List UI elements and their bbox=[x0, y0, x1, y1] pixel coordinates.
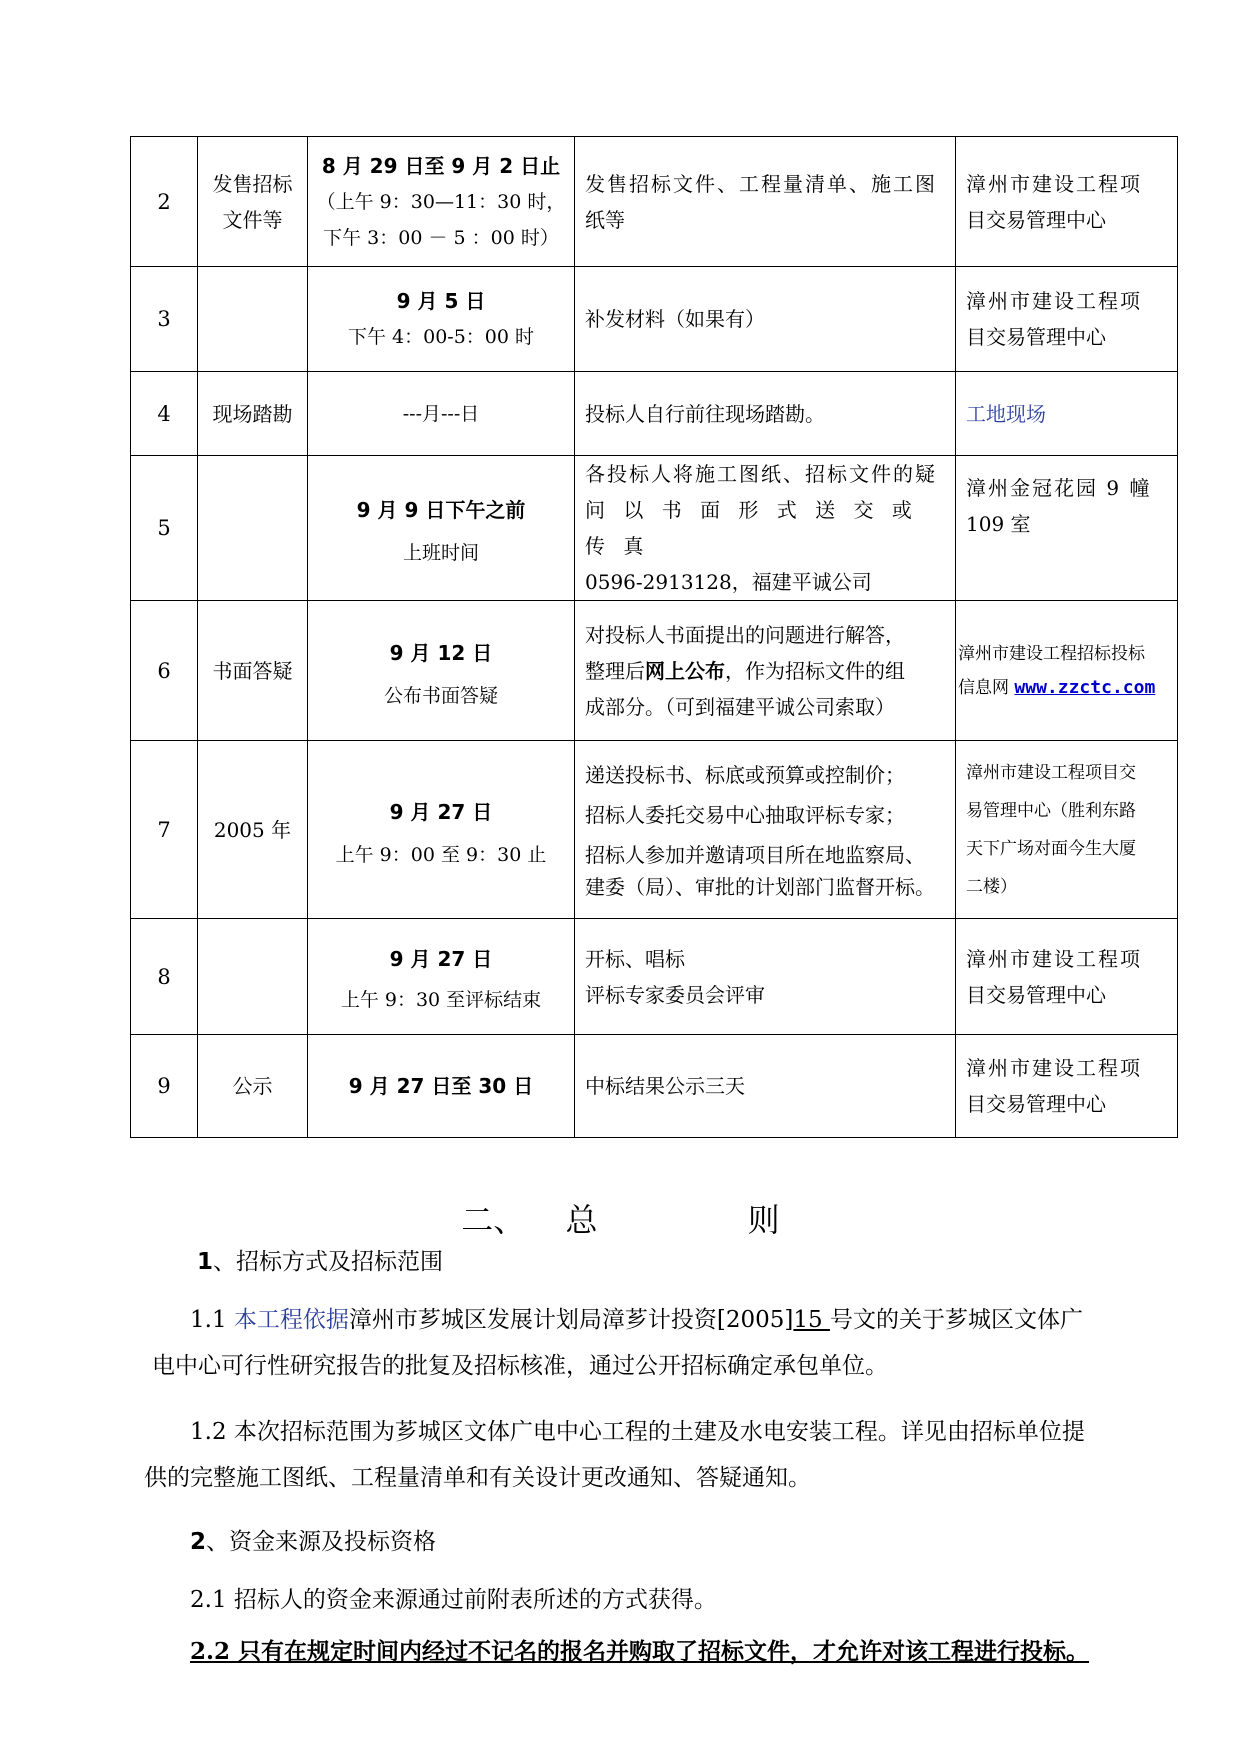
content-cell bbox=[575, 137, 956, 267]
stage-cell bbox=[198, 267, 308, 372]
place-cell bbox=[956, 601, 1178, 741]
clause-number: 1.1 bbox=[190, 1307, 227, 1333]
place-line: 漳州市建设工程项目交 bbox=[966, 762, 1136, 783]
clause-text: 漳州市芗城区发展计划局漳芗计投资[2005] bbox=[348, 1307, 794, 1333]
row-number: 5 bbox=[131, 456, 198, 601]
place-cell bbox=[956, 1035, 1178, 1138]
section-title-part: 总 bbox=[565, 1201, 598, 1239]
time-main: 8 月 29 日至 9 月 2 日止 bbox=[321, 153, 561, 178]
place-line: 目交易管理中心 bbox=[966, 1092, 1106, 1116]
time-sub: 下午 3：00 － 5 ：00 时） bbox=[323, 226, 559, 249]
clause-highlight: 本工程依据 bbox=[233, 1307, 349, 1333]
stage-cell bbox=[198, 456, 308, 601]
time-main: 9 月 12 日 bbox=[389, 640, 493, 665]
time-main: 9 月 9 日下午之前 bbox=[356, 498, 526, 522]
place-cell bbox=[956, 137, 1178, 267]
row-number: 2 bbox=[131, 137, 198, 267]
content-emphasis: 网上公布 bbox=[645, 658, 725, 683]
content-cell bbox=[575, 741, 956, 919]
stage-cell bbox=[198, 919, 308, 1035]
place-line: 漳州市建设工程项 bbox=[966, 1056, 1142, 1080]
time-sub: （上午 9：30—11：30 时， bbox=[316, 190, 566, 213]
row-number: 8 bbox=[131, 919, 198, 1035]
heading-number: 2 bbox=[190, 1529, 207, 1555]
content-line: 各投标人将施工图纸、招标文件的疑 bbox=[585, 462, 937, 486]
place-cell bbox=[956, 919, 1178, 1035]
paragraph-1-1-line-1 bbox=[190, 1300, 1083, 1340]
time-cell bbox=[308, 601, 575, 741]
content-line: 0596-2913128，福建平诚公司 bbox=[585, 570, 872, 594]
place-line: 漳州金冠花园 9 幢 bbox=[966, 476, 1152, 500]
content-line: 中标结果公示三天 bbox=[585, 1074, 745, 1098]
section-title-part: 则 bbox=[747, 1201, 780, 1239]
table-row bbox=[131, 456, 1178, 601]
place-line bbox=[958, 671, 1175, 705]
stage-cell bbox=[198, 137, 308, 267]
place-line: 109 室 bbox=[966, 512, 1031, 536]
table-row bbox=[131, 919, 1178, 1035]
content-cell bbox=[575, 267, 956, 372]
stage-cell: 2005 年 bbox=[198, 741, 308, 919]
heading-2 bbox=[190, 1522, 436, 1562]
time-main: 9 月 27 日 bbox=[389, 946, 493, 971]
place-line: 漳州市建设工程招标投标 bbox=[958, 643, 1145, 664]
time-main: 9 月 27 日 bbox=[389, 799, 493, 824]
content-cell bbox=[575, 372, 956, 456]
time-sub: 上午 9：00 至 9：30 止 bbox=[335, 843, 547, 866]
paragraph-2-2: 2.2 只有在规定时间内经过不记名的报名并购取了招标文件，才允许对该工程进行投标。 bbox=[190, 1638, 1090, 1665]
table-row bbox=[131, 137, 1178, 267]
content-line: 投标人自行前往现场踏勘。 bbox=[585, 401, 825, 426]
section-title-part: 二、 bbox=[461, 1201, 526, 1239]
heading-text: 、招标方式及招标范围 bbox=[213, 1249, 444, 1275]
content-line: 评标专家委员会评审 bbox=[585, 982, 765, 1007]
place-line: 漳州市建设工程项 bbox=[966, 289, 1142, 313]
time-main: 9 月 27 日至 30 日 bbox=[348, 1074, 534, 1098]
stage-cell: 书面答疑 bbox=[198, 601, 308, 741]
paragraph-1-2-line-2: 供的完整施工图纸、工程量清单和有关设计更改通知、答疑通知。 bbox=[144, 1465, 811, 1491]
time-sub: 下午 4：00-5：00 时 bbox=[347, 326, 535, 348]
time-cell bbox=[308, 267, 575, 372]
section-title bbox=[0, 1195, 1241, 1245]
paragraph-2-1: 2.1 招标人的资金来源通过前附表所述的方式获得。 bbox=[190, 1587, 717, 1613]
content-cell bbox=[575, 601, 956, 741]
heading-1 bbox=[197, 1242, 443, 1282]
row-number: 6 bbox=[131, 601, 198, 741]
heading-number: 1 bbox=[197, 1249, 214, 1275]
time-cell bbox=[308, 372, 575, 456]
time-cell bbox=[308, 137, 575, 267]
table-row bbox=[131, 1035, 1178, 1138]
content-line: 递送投标书、标底或预算或控制价； bbox=[585, 762, 905, 787]
website-link[interactable]: www.zzctc.com bbox=[1014, 676, 1156, 698]
row-number: 3 bbox=[131, 267, 198, 372]
place-cell bbox=[956, 372, 1178, 456]
place-cell bbox=[956, 741, 1178, 919]
place-line: 工地现场 bbox=[966, 401, 1046, 426]
place-line: 目交易管理中心 bbox=[966, 207, 1106, 232]
time-cell bbox=[308, 741, 575, 919]
place-cell bbox=[956, 456, 1178, 601]
content-line: 补发材料（如果有） bbox=[585, 307, 765, 331]
content-cell bbox=[575, 456, 956, 601]
content-line: 建委（局）、审批的计划部门监督开标。 bbox=[585, 874, 935, 899]
content-line: 招标人委托交易中心抽取评标专家； bbox=[585, 802, 905, 827]
row-number: 7 bbox=[131, 741, 198, 919]
time-cell bbox=[308, 919, 575, 1035]
table-row bbox=[131, 741, 1178, 919]
place-line: 天下广场对面今生大厦 bbox=[966, 838, 1136, 859]
schedule-table bbox=[130, 136, 1178, 1138]
stage-line: 文件等 bbox=[222, 207, 283, 232]
content-text: 整理后 bbox=[585, 658, 645, 683]
content-line: 开标、唱标 bbox=[585, 946, 685, 971]
time-sub: ---月---日 bbox=[402, 402, 480, 425]
row-number: 4 bbox=[131, 372, 198, 456]
place-line: 漳州市建设工程项 bbox=[966, 171, 1142, 196]
heading-text: 、资金来源及投标资格 bbox=[206, 1529, 437, 1555]
paragraph-1-2-line-1: 1.2 本次招标范围为芗城区文体广电中心工程的土建及水电安装工程。详见由招标单位提 bbox=[190, 1419, 1085, 1445]
place-text: 信息网 bbox=[958, 677, 1009, 698]
place-line: 易管理中心（胜利东路 bbox=[966, 800, 1136, 821]
time-sub: 上午 9：30 至评标结束 bbox=[340, 988, 542, 1011]
paragraph-1-1-line-2: 电中心可行性研究报告的批复及招标核准，通过公开招标确定承包单位。 bbox=[152, 1353, 888, 1379]
place-line: 漳州市建设工程项 bbox=[966, 946, 1142, 971]
place-line: 二楼） bbox=[966, 876, 1017, 897]
content-text: ，作为招标文件的组 bbox=[725, 658, 905, 683]
stage-cell: 现场踏勘 bbox=[198, 372, 308, 456]
content-line: 对投标人书面提出的问题进行解答， bbox=[585, 622, 905, 647]
content-line: 成部分。（可到福建平诚公司索取） bbox=[585, 694, 895, 719]
time-main: 9 月 5 日 bbox=[396, 289, 486, 313]
content-line bbox=[585, 653, 945, 689]
time-sub: 上班时间 bbox=[402, 542, 479, 564]
content-line: 问 以 书 面 形 式 送 交 或 传 真 bbox=[585, 498, 918, 558]
table-row bbox=[131, 267, 1178, 372]
table-row bbox=[131, 372, 1178, 456]
clause-text: 号文的关于芗城区文体广 bbox=[829, 1307, 1083, 1333]
clause-underlined: 15 bbox=[793, 1307, 830, 1333]
place-line: 目交易管理中心 bbox=[966, 982, 1106, 1007]
content-line: 纸等 bbox=[585, 207, 625, 232]
content-line: 发售招标文件、工程量清单、施工图 bbox=[585, 171, 937, 196]
place-cell bbox=[956, 267, 1178, 372]
content-line: 招标人参加并邀请项目所在地监察局、 bbox=[585, 842, 925, 867]
table-row bbox=[131, 601, 1178, 741]
time-cell bbox=[308, 456, 575, 601]
stage-line: 发售招标 bbox=[212, 171, 293, 196]
time-cell bbox=[308, 1035, 575, 1138]
place-line: 目交易管理中心 bbox=[966, 325, 1106, 349]
stage-cell: 公示 bbox=[198, 1035, 308, 1138]
content-cell bbox=[575, 919, 956, 1035]
content-cell bbox=[575, 1035, 956, 1138]
time-sub: 公布书面答疑 bbox=[383, 684, 498, 707]
row-number: 9 bbox=[131, 1035, 198, 1138]
